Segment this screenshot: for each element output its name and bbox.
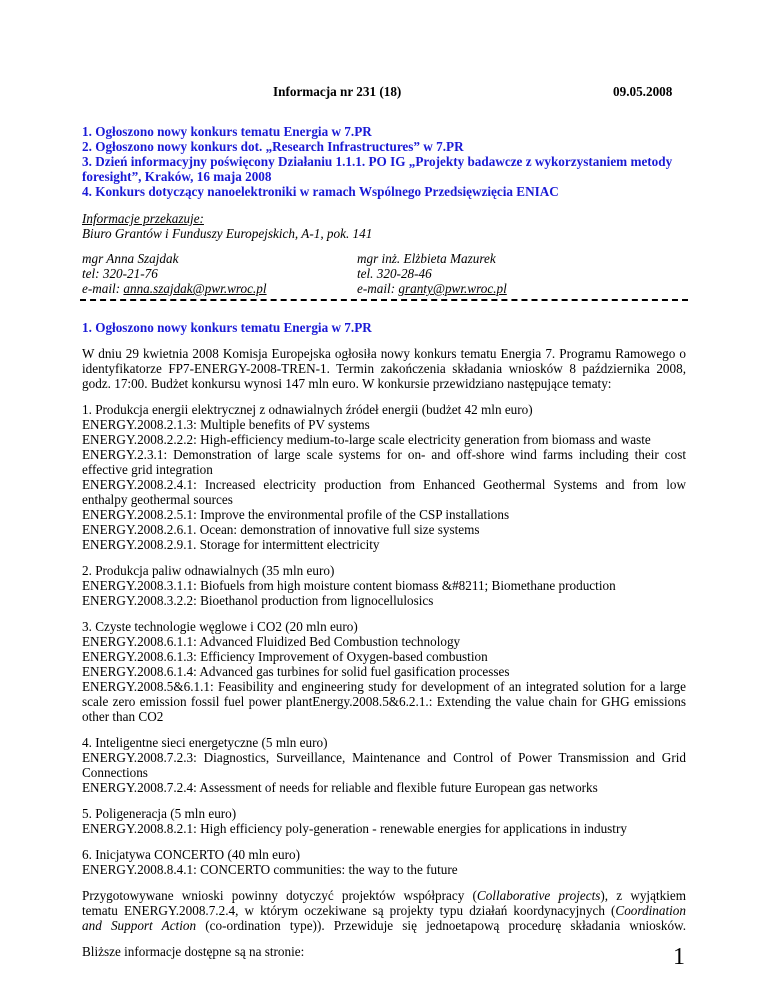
page-number: 1 — [673, 944, 685, 970]
email-label: e-mail: — [82, 281, 124, 296]
paragraph-line — [82, 918, 686, 933]
topic-line: effective grid integration — [82, 462, 213, 477]
topic-line: ENERGY.2008.8.2.1: High efficiency poly-generation - renewable energies for applications in industry — [82, 821, 627, 836]
text-run: tematu ENERGY.2008.7.2.4, w którym oczekiwane są projekty typu działań koordynacyjnych ( — [82, 903, 616, 918]
group-title: 6. Inicjatywa CONCERTO (40 mln euro) — [82, 847, 300, 862]
contact-person-1 — [82, 251, 267, 296]
toc-item[interactable]: 3. Dzień informacyjny poświęcony Działaniu 1.1.1. PO IG „Projekty badawcze z wykorzystaniem metody — [82, 154, 673, 169]
toc-item[interactable]: 4. Konkurs dotyczący nanoelektroniki w ramach Wspólnego Przedsięwzięcia ENIAC — [82, 184, 559, 199]
topic-line: ENERGY.2.3.1: Demonstration of large scale systems for on- and off-shore wind farms including their cost — [82, 447, 686, 462]
topic-line: ENERGY.2008.7.2.4: Assessment of needs for reliable and flexible future European gas networks — [82, 780, 598, 795]
contact-office: Biuro Grantów i Funduszy Europejskich, A-1, pok. 141 — [82, 226, 373, 241]
topic-line: ENERGY.2008.7.2.3: Diagnostics, Surveillance, Maintenance and Control of Power Transmission and Grid — [82, 750, 686, 765]
email-link[interactable]: anna.szajdak@pwr.wroc.pl — [123, 281, 267, 296]
toc-item[interactable]: 1. Ogłoszono nowy konkurs tematu Energia w 7.PR — [82, 124, 372, 139]
topic-line: Connections — [82, 765, 148, 780]
topic-line: ENERGY.2008.3.1.1: Biofuels from high moisture content biomass &#8211; Biomethane production — [82, 578, 616, 593]
text-run: ), z wyjątkiem — [600, 888, 686, 903]
bulletin-title: Informacja nr 231 (18) — [273, 84, 402, 99]
paragraph-line: identyfikatorze FP7-ENERGY-2008-TREN-1. Termin zakończenia składania wniosków 8 października 2008, — [82, 361, 686, 376]
group-title: 2. Produkcja paliw odnawialnych (35 mln euro) — [82, 563, 335, 578]
topic-line: ENERGY.2008.2.2.2: High-efficiency medium-to-large scale electricity generation from biomass and waste — [82, 432, 651, 447]
group-title: 1. Produkcja energii elektrycznej z odnawialnych źródeł energii (budżet 42 mln euro) — [82, 402, 533, 417]
bulletin-date: 09.05.2008 — [613, 84, 673, 99]
email-link[interactable]: granty@pwr.wroc.pl — [398, 281, 507, 296]
topic-line: scale zero emission fossil fuel power plantEnergy.2008.5&6.2.1.: Extending the value chain for GHG emissions — [82, 694, 686, 709]
section-heading: 1. Ogłoszono nowy konkurs tematu Energia w 7.PR — [82, 320, 372, 335]
section-divider — [80, 299, 688, 301]
contact-name: mgr Anna Szajdak — [82, 251, 179, 266]
paragraph-line — [82, 903, 686, 918]
text-run-italic: and Support Action — [82, 918, 197, 933]
group-title: 4. Inteligentne sieci energetyczne (5 mln euro) — [82, 735, 328, 750]
topic-line: ENERGY.2008.6.1.4: Advanced gas turbines for solid fuel gasification processes — [82, 664, 510, 679]
text-run: (co-ordination type)). Przewiduje się jednoetapową procedurę składania wniosków. — [196, 918, 687, 933]
group-title: 3. Czyste technologie węglowe i CO2 (20 mln euro) — [82, 619, 358, 634]
topic-line: ENERGY.2008.2.9.1. Storage for intermittent electricity — [82, 537, 380, 552]
group-title: 5. Poligeneracja (5 mln euro) — [82, 806, 237, 821]
contact-phone: tel. 320-28-46 — [357, 266, 432, 281]
contact-person-2 — [357, 251, 507, 296]
paragraph-line: godz. 17:00. Budżet konkursu wynosi 147 mln euro. W konkursie przewidziano następujące tematy: — [82, 376, 612, 391]
text-run: Przygotowywane wnioski powinny dotyczyć projektów współpracy ( — [82, 888, 477, 903]
toc-item-continued[interactable]: foresight”, Kraków, 16 maja 2008 — [82, 169, 272, 184]
topic-line: enthalpy geothermal sources — [82, 492, 233, 507]
paragraph-line: W dniu 29 kwietnia 2008 Komisja Europejska ogłosiła nowy konkurs tematu Energia 7. Programu Ramowego o — [82, 346, 686, 361]
topic-line: ENERGY.2008.3.2.2: Bioethanol production from lignocellulosics — [82, 593, 434, 608]
topic-line: ENERGY.2008.2.5.1: Improve the environmental profile of the CSP installations — [82, 507, 510, 522]
contact-heading: Informacje przekazuje: — [82, 211, 204, 226]
topic-line: ENERGY.2008.2.4.1: Increased electricity production from Enhanced Geothermal Systems and from low — [82, 477, 686, 492]
contact-name: mgr inż. Elżbieta Mazurek — [357, 251, 496, 266]
paragraph-line — [82, 888, 686, 903]
topic-line: ENERGY.2008.2.6.1. Ocean: demonstration of innovative full size systems — [82, 522, 480, 537]
contact-phone: tel: 320-21-76 — [82, 266, 158, 281]
text-run-italic: Coordination — [615, 903, 686, 918]
topic-line: ENERGY.2008.6.1.3: Efficiency Improvement of Oxygen-based combustion — [82, 649, 488, 664]
topic-line: other than CO2 — [82, 709, 164, 724]
email-label: e-mail: — [357, 281, 399, 296]
topic-line: ENERGY.2008.6.1.1: Advanced Fluidized Bed Combustion technology — [82, 634, 461, 649]
topic-line: ENERGY.2008.8.4.1: CONCERTO communities: the way to the future — [82, 862, 458, 877]
topic-line: ENERGY.2008.2.1.3: Multiple benefits of PV systems — [82, 417, 370, 432]
more-info-line: Bliższe informacje dostępne są na stronie: — [82, 944, 305, 959]
topic-line: ENERGY.2008.5&6.1.1: Feasibility and engineering study for development of an integrated solution for a large — [82, 679, 686, 694]
text-run-italic: Collaborative projects — [476, 888, 601, 903]
toc-item[interactable]: 2. Ogłoszono nowy konkurs dot. „Research Infrastructures” w 7.PR — [82, 139, 464, 154]
